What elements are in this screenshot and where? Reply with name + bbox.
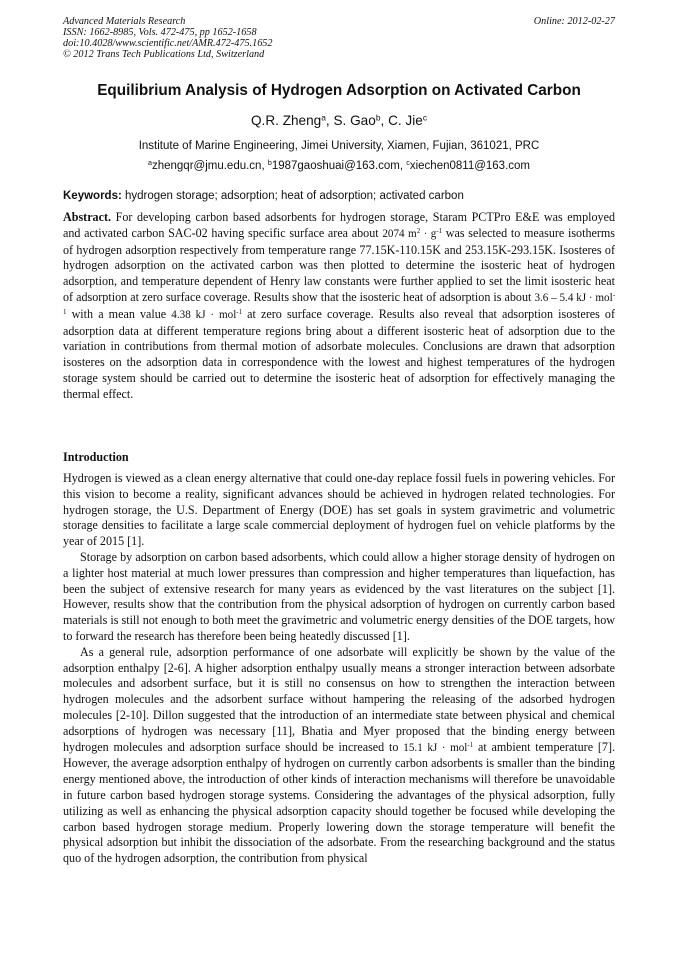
email-list	[0, 160, 678, 172]
abstract-text: with a mean value	[71, 306, 167, 321]
online-date: Online: 2012-02-27	[533, 16, 615, 27]
mean-heat-value: 4.38 kJ · mol$^{-1}$	[171, 308, 243, 321]
email-mark: a	[148, 159, 152, 168]
abstract-text: For developing carbon based adsorbents for hydrogen storage, Staram PCTPro E&E was employed and activated carbon SAC-02 having specific surface area about	[63, 210, 615, 240]
email-address: xiechen0811@163.com	[409, 160, 530, 172]
surface-area-value: 2074 $m^2 \cdot g^{-1}$	[382, 227, 443, 240]
abstract	[63, 210, 615, 403]
issn-line: ISSN: 1662-8985, Vols. 472-475, pp 1652-1658	[63, 27, 257, 38]
introduction-body	[63, 471, 615, 867]
email-mark: b	[267, 159, 272, 168]
email-address: zhengqr@jmu.edu.cn,	[151, 160, 265, 172]
email-mark: c	[406, 159, 410, 168]
author-list: Q.R. Zheng$^a$, S. Gao$^b$, C. Jie$^c$	[250, 112, 428, 128]
paragraph: As a general rule, adsorption performance of one adsorbate will explicitly be shown by the value of the adsorption enthalpy [2-6]. A higher adsorption enthalpy usually means a stronger interaction between adsorbate molecules and adsorbent surface, but it is still no consensus on how to strengthen the interaction between hydrogen molecules and the adsorbent surface without hampering the releasing of the adsorbed hydrogen molecules [2-10]. Dillon suggested that the introduction of an intermediate state between physical and chemical adsorptions of hydrogen was necessary [11], Bhatia and Myer proposed that the binding energy between hydrogen molecules and adsorption surface should be increased to 15.1 kJ · mol$^{-1}$ at ambient temperature [7]. However, the average adsorption enthalpy of hydrogen on currently carbon adsorbents is smaller than the binding energy mentioned above, the introduction of other kinds of interaction mechanisms will therefore be unavoidable in future carbon based hydrogen storage systems. Considering the advantages of the physical adsorption, fully utilizing as well as enhancing the physical adsorption capacity should together be focused while developing the carbon based hydrogen storage medium. Properly lowering down the storage temperature will benefit the physical adsorption but inhibit the dissociation of the adsorbate. From the researching background and the status quo of the hydrogen adsorption, the contribution from physical	[63, 644, 616, 866]
affiliation: Institute of Marine Engineering, Jimei University, Xiamen, Fujian, 361021, PRC	[138, 140, 540, 152]
author-name: C. Jie	[388, 113, 423, 128]
journal-header	[63, 16, 615, 60]
email-address: 1987gaoshuai@163.com,	[271, 160, 404, 172]
keywords	[63, 190, 615, 202]
heat-range-value: 3.6 – 5.4 kJ · mol$^{-1}$	[63, 291, 615, 316]
binding-energy-value: 15.1 kJ · mol$^{-1}$	[403, 741, 474, 754]
keywords-label: Keywords:	[63, 190, 122, 202]
journal-name: Advanced Materials Research	[63, 16, 186, 27]
author-affil-mark: c	[422, 112, 428, 123]
author-affil-mark: b	[375, 112, 381, 123]
author-name: S. Gao	[333, 113, 376, 128]
author-name: Q.R. Zheng	[250, 113, 322, 128]
doi-line: doi:10.4028/www.scientific.net/AMR.472-475.1652	[63, 38, 273, 49]
introduction-heading: Introduction	[63, 450, 129, 464]
author-affil-mark: a	[321, 112, 326, 123]
keywords-text: hydrogen storage; adsorption; heat of adsorption; activated carbon	[125, 190, 464, 202]
paper-title: Equilibrium Analysis of Hydrogen Adsorption on Activated Carbon	[97, 82, 581, 99]
abstract-text: at zero surface coverage. Results also reveal that adsorption isosteres of adsorption data at different temperature regions bring about a different isosteric heat of adsorption due to the variation in contributions from thermal motion of adsorbate molecules. Conclusions are drawn that adsorption isosteres on the adsorption data in correspondence with the lowest and highest temperatures of the hydrogen storage system should be carried out to determine the isosteric heat of adsorption for effectively managing the thermal effect.	[63, 306, 615, 401]
paragraph: Hydrogen is viewed as a clean energy alternative that could one-day replace fossil fuels in powering vehicles. For this vision to become a reality, significant advances should be achieved in hydrogen related technologies. For hydrogen storage, the U.S. Department of Energy (DOE) has set goals in system gravimetric and volumetric storage densities to facilitate a large scale commercial deployment of hydrogen fuel on vehicle platforms by the year of 2015 [1].	[63, 471, 615, 549]
copyright-line: © 2012 Trans Tech Publications Ltd, Switzerland	[63, 49, 265, 60]
abstract-text: was selected to measure isotherms of hydrogen adsorption respectively from temperature range 77.15K-110.15K and 253.15K-293.15K. Isosteres of hydrogen adsorption on the activated carbon was then plotted to determine the isosteric heat of hydrogen adsorption, and temperature dependent of Henry law constants were further applied to set the limit isosteric heat of adsorption at zero surface coverage. Results show that the isosteric heat of adsorption is about	[63, 225, 616, 304]
paragraph: Storage by adsorption on carbon based adsorbents, which could allow a higher storage density of hydrogen on a lighter host material at much lower pressures than compression and higher temperatures than liquefaction, has been the subject of extensive research for many years as evidenced by the vast literatures on the subject [1]. However, results show that the contribution from the physical adsorption of hydrogen on currently carbon based materials is still not enough to both meet the gravimetric and volumetric energy densities of the DOE targets, how to forward the research has therefore been being heatedly discussed [1].	[63, 549, 615, 643]
abstract-label: Abstract.	[63, 210, 112, 224]
